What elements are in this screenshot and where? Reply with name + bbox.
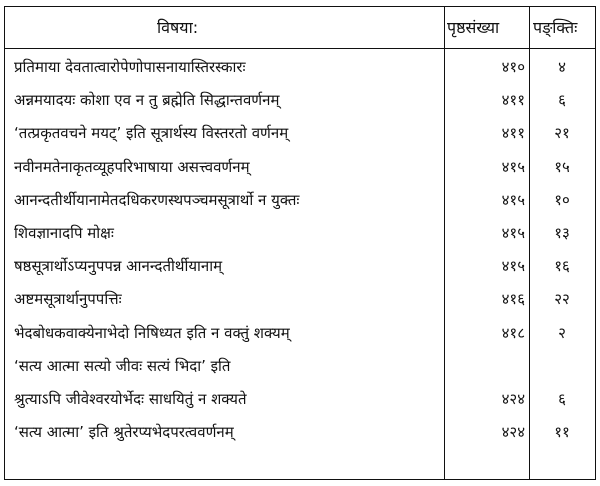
line-cell: २ (558, 323, 566, 342)
topic-cell: ‘सत्य आत्मा’ इति श्रुतेरप्यभेदपरत्ववर्णनम् (14, 423, 234, 442)
header-page-number: पृष्ठसंख्या (447, 18, 500, 37)
topic-cell: ‘तत्प्रकृतवचने मयट्’ इति सूत्रार्थस्य विस्तरतो वर्णनम् (14, 124, 289, 143)
index-table (4, 6, 596, 480)
line-cell: २१ (554, 124, 570, 143)
page-cell: ४२४ (501, 390, 525, 408)
topic-cell: अष्टमसूत्रार्थानुपपत्तिः (14, 290, 122, 309)
page-cell: ४१० (501, 58, 525, 76)
line-cell: १३ (554, 224, 570, 242)
topic-cell: प्रतिमाया देवतात्वारोपेणोपासनायास्तिरस्कारः (14, 58, 246, 76)
table-row (5, 85, 595, 115)
table-row (5, 52, 595, 82)
topic-cell: भेदबोधकवाक्येनाभेदो निषिध्यत इति न वक्तुं शक्यम् (14, 323, 290, 342)
topic-cell: नवीनमतेनाकृतव्यूहपरिभाषाया असत्त्ववर्णनम् (14, 157, 250, 176)
topic-cell: शिवज्ञानादपि मोक्षः (14, 224, 114, 242)
page-cell: ४१६ (501, 290, 525, 309)
line-cell: ६ (558, 91, 566, 110)
page-cell: ४१५ (501, 257, 525, 276)
table-row (5, 152, 595, 182)
header-line-number: पङ्क्तिः (533, 18, 578, 37)
table-row (5, 417, 595, 447)
topic-cell: श्रुत्याऽपि जीवेश्वरयोर्भेदः साधयितुं न शक्यते (14, 390, 247, 408)
topic-cell: अन्नमयादयः कोशा एव न तु ब्रह्मेति सिद्धान्तवर्णनम् (14, 91, 280, 110)
line-cell: १५ (554, 157, 570, 176)
table-row (5, 318, 595, 348)
table-row (5, 284, 595, 314)
table-row (5, 218, 595, 248)
table-row (5, 384, 595, 414)
page-cell: ४१८ (501, 323, 525, 342)
line-cell: २२ (554, 290, 570, 309)
line-cell: ११ (554, 423, 570, 442)
table-row (5, 118, 595, 148)
line-cell: १६ (554, 257, 570, 276)
line-cell: ६ (558, 390, 566, 408)
page-cell: ४११ (501, 91, 525, 110)
topic-cell: आनन्दतीर्थीयानामेतदधिकरणस्थपञ्चमसूत्रार्थो न युक्तः (14, 190, 300, 209)
header-divider (5, 48, 595, 49)
page-cell: ४१५ (501, 224, 525, 242)
topic-cell: षष्ठसूत्रार्थोऽप्यनुपपन्न आनन्दतीर्थीयानाम् (14, 257, 223, 276)
line-cell: १० (554, 190, 570, 209)
topic-cell: ‘सत्य आत्मा सत्यो जीवः सत्यं भिदा’ इति (14, 356, 231, 375)
header-topic: विषया: (157, 18, 199, 37)
table-row (5, 185, 595, 215)
page-cell: ४११ (501, 124, 525, 143)
line-cell: ४ (558, 58, 566, 76)
table-row (5, 351, 595, 381)
page-cell: ४१५ (501, 190, 525, 209)
table-row (5, 251, 595, 281)
page-cell: ४१५ (501, 157, 525, 176)
page-cell: ४२४ (501, 423, 525, 442)
